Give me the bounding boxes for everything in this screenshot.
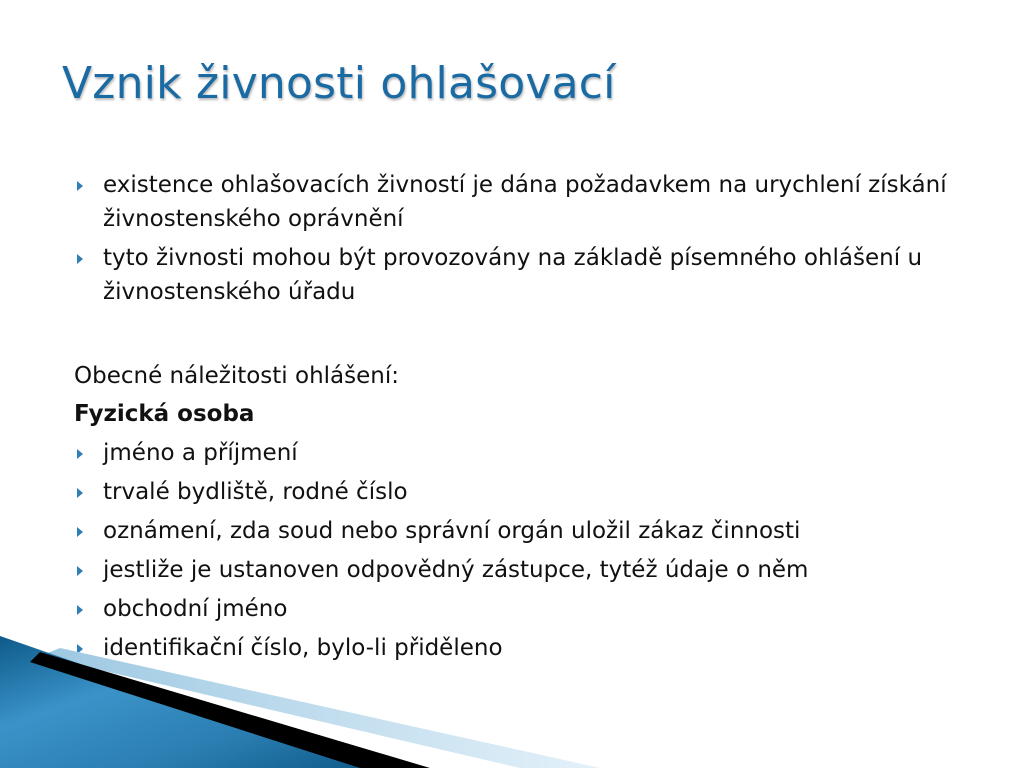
person-bullet-item (74, 475, 994, 509)
triangle-right-icon (77, 527, 83, 537)
natural-person-heading: Fyzická osoba (74, 401, 255, 427)
bullet-text: jestliže je ustanoven odpovědný zástupce, tytéž údaje o něm (103, 557, 809, 583)
person-bullet-item (74, 553, 994, 587)
bullet-text: existence ohlašovacích živností je dána požadavkem na urychlení získání živnostenského oprávnění (103, 172, 947, 232)
triangle-right-icon (77, 449, 83, 459)
triangle-right-icon (77, 488, 83, 498)
bullet-text: oznámení, zda soud nebo správní orgán uložil zákaz činnosti (103, 518, 801, 544)
intro-bullet-list (74, 168, 994, 309)
general-requirements-heading: Obecné náležitosti ohlášení: (74, 363, 399, 389)
triangle-right-icon (77, 605, 83, 615)
triangle-right-icon (77, 254, 83, 264)
person-bullet-item (74, 436, 994, 470)
bullet-text: trvalé bydliště, rodné číslo (103, 479, 408, 505)
bullet-text: obchodní jméno (103, 596, 288, 622)
triangle-right-icon (77, 566, 83, 576)
intro-bullet-item (74, 241, 994, 309)
person-bullet-item (74, 514, 994, 548)
intro-bullet-item (74, 168, 994, 236)
bullet-text: jméno a příjmení (103, 440, 298, 466)
person-bullet-item (74, 592, 994, 626)
triangle-right-icon (77, 181, 83, 191)
slide-title: Vznik živnosti ohlašovací (62, 58, 616, 109)
bullet-text: tyto živnosti mohou být provozovány na základě písemného ohlášení u živnostenského úřadu (103, 245, 923, 305)
slide-content (74, 168, 994, 670)
decorative-swoosh (0, 628, 1024, 768)
bullet-text: identifikační číslo, bylo-li přiděleno (103, 635, 503, 661)
